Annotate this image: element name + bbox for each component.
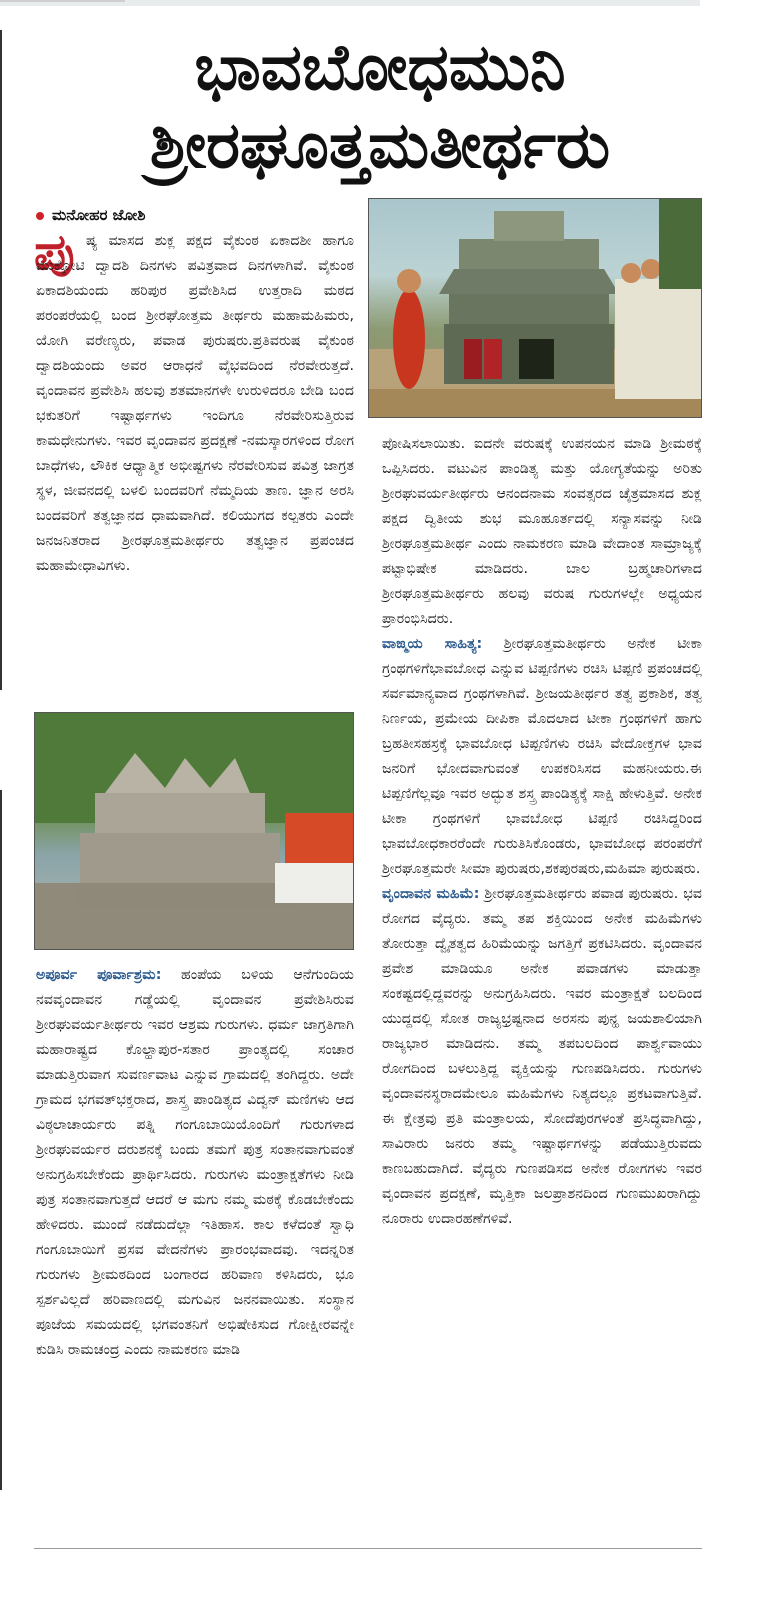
bottom-rule [34,1548,702,1549]
sahitya-paragraph [382,632,702,882]
article-column-1-bottom [36,963,354,1363]
dropcap: ಪು [34,223,75,281]
article-column-1-top [36,229,354,579]
article-column-2 [382,432,702,1232]
left-margin-rule-lower [0,790,2,1490]
purvashrama-paragraph [36,963,354,1363]
author-name: ಮನೋಹರ ಜೋಶಿ [52,206,146,224]
photo-saint-at-vrindavana [368,198,702,418]
subhead-sahitya: ವಾಙ್ಮಯ ಸಾಹಿತ್ಯ: [382,636,483,652]
subhead-purvashrama: ಅಪೂರ್ವ ಪೂರ್ವಾಶ್ರಮ: [36,967,162,983]
purvashrama-text: ಹಂಪೆಯ ಬಳಿಯ ಆನೆಗುಂದಿಯ ನವವೃಂದಾವನ ಗಡ್ಡೆಯಲ್ಲಿ ವೃಂದಾವನ ಪ್ರವೇಶಿಸಿರುವ ಶ್ರೀರಘುವರ್ಯತೀರ್ಥರು ಇವರ ಆಶ್ರಮ ಗುರುಗಳು. ಧರ್ಮ ಜಾಗ್ರತಿಗಾಗಿ ಮಹಾರಾಷ್ಟ್ರದ ಕೊಲ್ಹಾಪುರ-ಸತಾರ ಪ್ರಾಂತ್ಯದಲ್ಲಿ ಸಂಚಾರ ಮಾಡುತ್ತಿರುವಾಗ ಸುವರ್ಣವಾಟ ಎನ್ನುವ ಗ್ರಾಮದಲ್ಲಿ ತಂಗಿದ್ದರು. ಅದೇ ಗ್ರಾಮದ ಭಗವತ್‌ಭಕ್ತರಾದ, ಶಾಸ್ತ್ರ ಪಾಂಡಿತ್ಯದ ವಿದ್ವನ್ ಮಣಿಗಳು ಆದ ವಿಠ್ಠಲಾಚಾರ್ಯರು ಪತ್ನಿ ಗಂಗೂಬಾಯಿಯೊಂದಿಗೆ ಗುರುಗಳಾದ ಶ್ರೀರಘುವರ್ಯರ ದರುಶನಕ್ಕೆ ಬಂದು ತಮಗೆ ಪುತ್ರ ಸಂತಾನವಾಗುವಂತೆ ಅನುಗ್ರಹಿಸಬೇಕೆಂದು ಪ್ರಾರ್ಥಿಸಿದರು. ಗುರುಗಳು ಮಂತ್ರಾಕ್ಷತೆಗಳು ನೀಡಿ ಪುತ್ರ ಸಂತಾನವಾಗುತ್ತದೆ ಆದರೆ ಆ ಮಗು ನಮ್ಮ ಮಠಕ್ಕೆ ಕೊಡಬೇಕೆಂದು ಹೇಳಿದರು. ಮುಂದೆ ನಡೆದುದೆಲ್ಲಾ ಇತಿಹಾಸ. ಕಾಲ ಕಳೆದಂತೆ ಸ್ವಾಧಿ ಗಂಗೂಬಾಯಿಗೆ ಪ್ರಸವ ವೇದನೆಗಳು ಪ್ರಾರಂಭವಾದವು. ಇದನ್ನರಿತ ಗುರುಗಳು ಶ್ರೀಮಠದಿಂದ ಬಂಗಾರದ ಹರಿವಾಣ ಕಳಿಸಿದರು, ಭೂ ಸ್ಪರ್ಶವಿಲ್ಲದೆ ಹರಿವಾಣದಲ್ಲಿ ಮಗುವಿನ ಜನನವಾಯಿತು. ಸಂಸ್ಥಾನ ಪೂಜೆಯ ಸಮಯದಲ್ಲಿ ಭಗವಂತನಿಗೆ ಅಭಿಷೇಕಿಸುದ ಗೋಕ್ಷೀರವನ್ನೇ ಕುಡಿಸಿ ರಾಮಚಂದ್ರ ಎಂದು ನಾಮಕರಣ ಮಾಡಿ [36,967,355,1358]
mahime-paragraph [382,882,702,1232]
photo-vrindavana-shrine [34,712,354,950]
upanayana-paragraph: ಪೋಷಿಸಲಾಯಿತು. ಐದನೇ ವರುಷಕ್ಕೆ ಉಪನಯನ ಮಾಡಿ ಶ್ರೀಮಠಕ್ಕೆ ಒಪ್ಪಿಸಿದರು. ವಟುವಿನ ಪಾಂಡಿತ್ಯ ಮತ್ತು ಯೋಗ್ಯತೆಯನ್ನು ಅರಿತು ಶ್ರೀರಘುವರ್ಯತೀರ್ಥರು ಆನಂದನಾಮ ಸಂವತ್ಸರದ ಚೈತ್ರಮಾಸದ ಶುಕ್ಲ ಪಕ್ಷದ ದ್ವಿತೀಯ ಶುಭ ಮೂಹೂರ್ತದಲ್ಲಿ ಸನ್ಯಾಸವನ್ನು ನೀಡಿ ಶ್ರೀರಘೂತ್ತಮತೀರ್ಥ ಎಂದು ನಾಮಕರಣ ಮಾಡಿ ವೇದಾಂತ ಸಾಮ್ರಾಜ್ಯಕ್ಕೆ ಪಟ್ಟಾಭಿಷೇಕ ಮಾಡಿದರು. ಬಾಲ ಬ್ರಹ್ಮಚಾರಿಗಳಾದ ಶ್ರೀರಘೂತ್ತಮತೀರ್ಥರು ಹಲವು ವರುಷ ಗುರುಗಳಲ್ಲೇ ಅಧ್ಯಯನ ಪ್ರಾರಂಭಿಸಿದರು. [382,436,702,627]
photo-illustration [369,199,701,417]
sahitya-text: ಶ್ರೀರಘೂತ್ತಮತೀರ್ಥರು ಅನೇಕ ಟೀಕಾ ಗ್ರಂಥಗಳಿಗೆಭಾವಬೋಧ ಎನ್ನುವ ಟಿಪ್ಪಣಿಗಳು ರಚಿಸಿ ಟಿಪ್ಪಣಿ ಪ್ರಪಂಚದಲ್ಲಿ ಸರ್ವಮಾನ್ಯವಾದ ಗ್ರಂಥಗಳಾಗಿವೆ. ಶ್ರೀಜಯತೀರ್ಥರ ತತ್ವ ಪ್ರಕಾಶಿಕ, ತತ್ವ ನಿರ್ಣಯ, ಪ್ರಮೇಯ ದೀಪಿಕಾ ಮೊದಲಾದ ಟೀಕಾ ಗ್ರಂಥಗಳಿಗೆ ಹಾಗು ಬ್ರಹತೀಸಹಸ್ರಕ್ಕೆ ಭಾವಬೋಧ ಟಿಪ್ಪಣಿಗಳು ರಚಿಸಿ ವೇದೋಕ್ತಗಳ ಭಾವ ಜನರಿಗೆ ಭೋದವಾಗುವಂತೆ ಉಪಕರಿಸಿಸದ ಮಹನೀಯರು.ಈ ಟಿಪ್ಪಣಿಗೆಲ್ಲವೂ ಇವರ ಅದ್ಭುತ ಶಸ್ತ್ರ ಪಾಂಡಿತ್ಯಕ್ಕೆ ಸಾಕ್ಷಿ ಹೇಳುತ್ತಿವೆ. ಅನೇಕ ಟೀಕಾ ಗ್ರಂಥಗಳಿಗೆ ಭಾವಬೋಧ ಟಿಪ್ಪಣಿ ರಚಿಸಿದ್ದರಿಂದ ಭಾವಬೋಧಕಾರರೆಂದೇ ಗುರುತಿಸಿಕೊಂಡರು, ಭಾವಬೋಧ ಪರಂಪರೆಗೆ ಶ್ರೀರಘೂತ್ತಮರೇ ಸೀಮಾ ಪುರುಷರು,ಶಕಪುರಷರು,ಮಹಿಮಾ ಪುರುಷರು. [382,636,702,877]
intro-paragraph: ಷ್ಯ ಮಾಸದ ಶುಕ್ಲ ಪಕ್ಷದ ವೈಕುಂಠ ಏಕಾದಶೀ ಹಾಗೂ ಮುಕ್ಕೋಟಿ ದ್ವಾದಶಿ ದಿನಗಳು ಪವಿತ್ರವಾದ ದಿನಗಳಾಗಿವೆ. ವೈಕುಂಠ ಏಕಾದಶಿಯಂದು ಹರಿಪುರ ಪ್ರವೇಶಿಸಿದ ಉತ್ತರಾದಿ ಮಠದ ಪರಂಪರೆಯಲ್ಲಿ ಬಂದ ಶ್ರೀರಘೋತ್ತಮ ತೀರ್ಥರು ಮಹಾಮಹಿಮರು, ಯೋಗಿ ವರೇಣ್ಯರು, ಪವಾಡ ಪುರುಷರು.ಪ್ರತಿವರುಷ ವೈಕುಂಠ ದ್ವಾದಶಿಯಂದು ಅವರ ಆರಾಧನೆ ವೈಭವದಿಂದ ನೆರವೇರುತ್ತದೆ. ವೃಂದಾವನ ಪ್ರವೇಶಿಸಿ ಹಲವು ಶತಮಾನಗಳೇ ಉರುಳಿದರೂ ಬೇಡಿ ಬಂದ ಭಕುತರಿಗೆ ಇಷ್ಟಾರ್ಥಗಳು ಇಂದಿಗೂ ನೆರವೇರಿಸುತ್ತಿರುವ ಕಾಮಧೇನುಗಳು. ಇವರ ವೃಂದಾವನ ಪ್ರದಕ್ಷಣೆ -ನಮಸ್ಕಾರಗಳಿಂದ ರೋಗ ಬಾಧೆಗಳು, ಲೌಕಿಕ ಆಧ್ಯಾತ್ಮಿಕ ಅಭೀಷ್ಟಗಳು ನೆರವೇರಿಸುವ ಪವಿತ್ರ ಜಾಗ್ರತ ಸ್ಥಳ, ಜೀವನದಲ್ಲಿ ಬಳಲಿ ಬಂದವರಿಗೆ ನೆಮ್ಮದಿಯ ತಾಣ. ಜ್ಞಾನ ಅರಸಿ ಬಂದವರಿಗೆ ತತ್ವಜ್ಞಾನದ ಧಾಮವಾಗಿದೆ. ಕಲಿಯುಗದ ಕಲ್ಪತರು ಎಂದೇ ಜನಜನಿತರಾದ ಶ್ರೀರಘೂತ್ತಮತೀರ್ಥರು ತತ್ವಜ್ಞಾನ ಪ್ರಪಂಚದ ಮಹಾಮೇಧಾವಿಗಳು. [36,233,354,574]
headline-line-2: ಶ್ರೀರಘೂತ್ತಮತೀರ್ಥರು [149,109,611,183]
headline-line-1: ಭಾವಬೋಧಮುನಿ [194,31,566,105]
subhead-mahime: ವೃಂದಾವನ ಮಹಿಮೆ: [382,886,480,902]
mahime-text: ಶ್ರೀರಘೂತ್ತಮತೀರ್ಥರು ಪವಾಡ ಪುರುಷರು. ಭವ ರೋಗದ ವೈದ್ಯರು. ತಮ್ಮ ತಪ ಶಕ್ತಿಯಿಂದ ಅನೇಕ ಮಹಿಮೆಗಳು ತೋರುತ್ತಾ ದ್ವೈತತ್ವದ ಹಿರಿಮೆಯನ್ನು ಜಗತ್ತಿಗೆ ಪ್ರಕಟಿಸಿದರು. ವೃಂದಾವನ ಪ್ರವೇಶ ಮಾಡಿಯೂ ಅನೇಕ ಪವಾಡಗಳು ಮಾಡುತ್ತಾ ಸಂಕಷ್ಟದಲ್ಲಿದ್ದವರನ್ನು ಅನುಗ್ರಹಿಸಿದರು. ಇವರ ಮಂತ್ರಾಕ್ಷತೆ ಬಲದಿಂದ ಯುದ್ದದಲ್ಲಿ ಸೋತ ರಾಜ್ಯಭ್ರಷ್ಟನಾದ ಅರಸನು ಪುನ್ಹ ಜಯಶಾಲಿಯಾಗಿ ರಾಜ್ಯಭಾರ ಮಾಡಿದನು. ತಮ್ಮ ತಪಬಲದಿಂದ ಪಾರ್ಶ್ವವಾಯು ರೋಗದಿಂದ ಬಳಲುತ್ತಿದ್ದ ವ್ಯಕ್ತಿಯನ್ನು ಗುಣಪಡಿಸಿದರು. ಗುರುಗಳು ವೃಂದಾವನಸ್ಥರಾದಮೇಲೂ ಮಹಿಮೆಗಳು ನಿತ್ಯದಲ್ಲೂ ಪ್ರಕಟವಾಗುತ್ತಿವೆ. ಈ ಕ್ಷೇತ್ರವು ಪ್ರತಿ ಮಂತ್ರಾಲಯ, ಸೋದೆಪುರಗಳಂತೆ ಪ್ರಸಿದ್ಧವಾಗಿದ್ದು, ಸಾವಿರಾರು ಜನರು ತಮ್ಮ ಇಷ್ಟಾರ್ಥಗಳನ್ನು ಪಡೆಯುತ್ತಿರುವದು ಕಾಣಬಹುದಾಗಿದೆ. ವೈದ್ಯರು ಗುಣಪಡಿಸದ ಅನೇಕ ರೋಗಗಳು ಇವರ ವೃಂದಾವನ ಪ್ರದಕ್ಷಣೆ, ಮೃತ್ತಿಕಾ ಜಲಪ್ರಾಶನದಿಂದ ಗುಣಮುಖರಾಗಿದ್ದು ನೂರಾರು ಉದಾರಹಣೆಗಳಿವೆ. [382,886,702,1227]
top-strip-left [0,0,125,2]
photo-shrine-illustration [35,713,353,949]
byline [36,206,145,224]
bullet-icon [36,212,44,220]
left-margin-rule [0,30,2,690]
